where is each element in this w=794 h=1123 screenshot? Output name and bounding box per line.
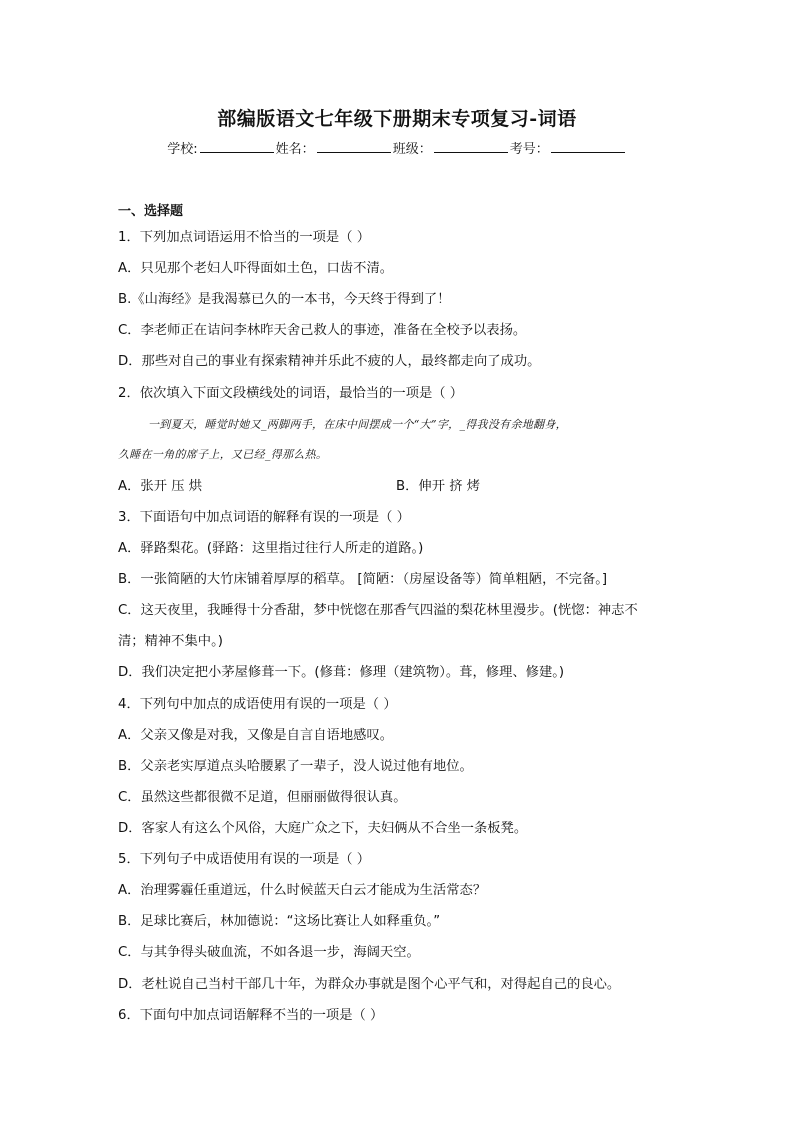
question-5-option-c: C．与其争得头破血流，不如各退一步，海阔天空。 <box>118 945 420 960</box>
section-heading: 一、选择题 <box>118 204 184 219</box>
question-1-option-d: D．那些对自己的事业有探索精神并乐此不疲的人，最终都走向了成功。 <box>118 354 541 369</box>
question-4-option-c: C．虽然这些都很微不足道，但丽丽做得很认真。 <box>118 790 407 805</box>
exam-number-label: 考号： <box>509 142 549 157</box>
page-title: 部编版语文七年级下册期末专项复习-词语 <box>217 108 577 130</box>
question-5-option-b: B．足球比赛后，林加德说：“这场比赛让人如释重负。” <box>118 914 441 929</box>
question-1-stem: 1．下列加点词语运用不恰当的一项是（ ） <box>118 230 371 245</box>
question-2-passage-line-2: 久睡在一角的席子上，又已经_得那么热。 <box>118 448 328 461</box>
question-6-stem: 6．下面句中加点词语解释不当的一项是（ ） <box>118 1008 384 1023</box>
question-5-stem: 5．下列句子中成语使用有误的一项是（ ） <box>118 852 371 867</box>
class-blank[interactable] <box>434 140 508 153</box>
question-1-option-a: A．只见那个老妇人吓得面如土色，口齿不清。 <box>118 261 394 276</box>
student-info-line <box>0 138 794 157</box>
question-2-option-b: B．伸开 挤 烤 <box>396 479 481 494</box>
question-4-option-a: A．父亲又像是对我，又像是自言自语地感叹。 <box>118 728 394 743</box>
class-label: 班级： <box>392 142 432 157</box>
question-3-option-c-line-2: 清；精神不集中。) <box>118 634 223 649</box>
question-1-option-c: C．李老师正在诘问李林昨天舍己救人的事迹，准备在全校予以表扬。 <box>118 323 527 338</box>
question-2-stem: 2．依次填入下面文段横线处的词语，最恰当的一项是（ ） <box>118 386 464 401</box>
question-3-stem: 3．下面语句中加点词语的解释有误的一项是（ ） <box>118 510 410 525</box>
question-3-option-a: A．驿路梨花。(驿路：这里指过往行人所走的道路。) <box>118 541 424 556</box>
name-label: 姓名： <box>275 142 315 157</box>
question-3-option-d: D．我们决定把小茅屋修葺一下。(修葺：修理（建筑物）。葺，修理、修建。) <box>118 665 565 680</box>
question-5-option-d: D．老杜说自己当村干部几十年，为群众办事就是图个心平气和，对得起自己的良心。 <box>118 977 621 992</box>
question-5-option-a: A．治理雾霾任重道远，什么时候蓝天白云才能成为生活常态？ <box>118 883 487 898</box>
question-4-option-d: D．客家人有这么个风俗，大庭广众之下，夫妇俩从不合坐一条板凳。 <box>118 821 528 836</box>
question-2-option-a: A．张开 压 烘 <box>118 479 203 494</box>
question-3-option-b: B．一张简陋的大竹床铺着厚厚的稻草。 [简陋：（房屋设备等）简单粗陋，不完备。] <box>118 572 608 587</box>
question-2-passage-line-1: 一到夏天，睡觉时她又_两脚两手，在床中间摆成一个“大”字，_得我没有余地翻身， <box>148 418 567 431</box>
question-4-stem: 4．下列句中加点的成语使用有误的一项是（ ） <box>118 697 397 712</box>
question-3-option-c-line-1: C．这天夜里，我睡得十分香甜，梦中恍惚在那香气四溢的梨花林里漫步。(恍惚：神志不 <box>118 603 638 618</box>
question-4-option-b: B．父亲老实厚道点头哈腰累了一辈子，没人说过他有地位。 <box>118 759 473 774</box>
school-label: 学校: <box>167 142 198 157</box>
exam-number-blank[interactable] <box>551 140 625 153</box>
question-1-option-b: B.《山海经》是我渴慕已久的一本书，今天终于得到了！ <box>118 292 451 307</box>
name-blank[interactable] <box>317 140 391 153</box>
school-blank[interactable] <box>200 140 274 153</box>
